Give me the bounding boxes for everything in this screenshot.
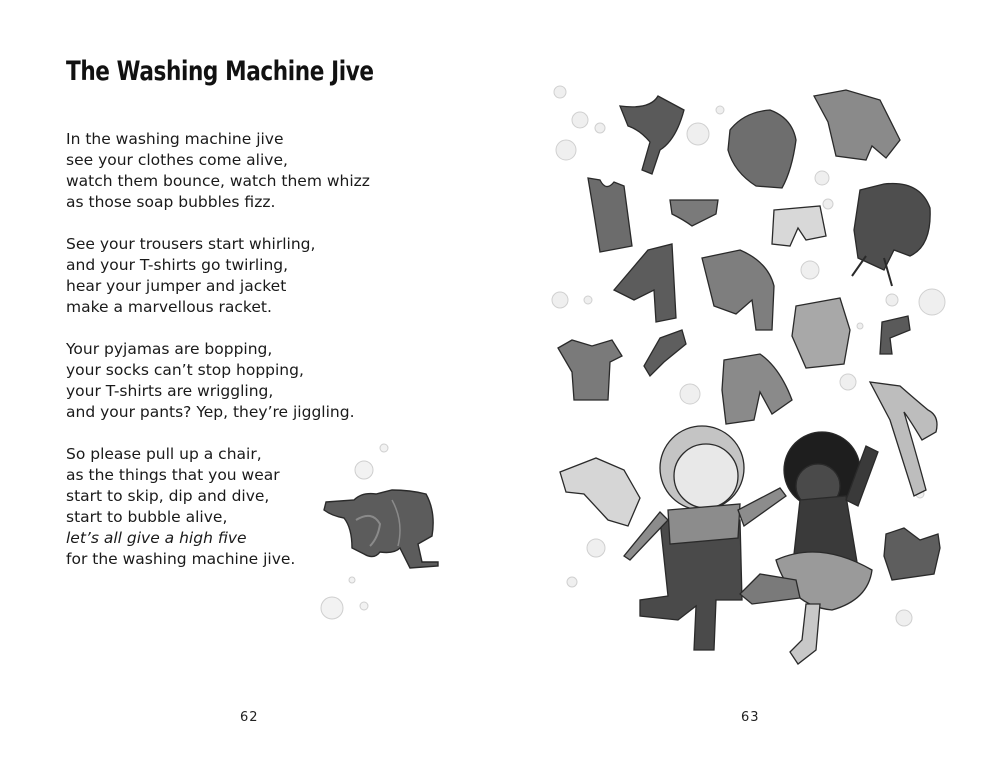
poem-line: start to skip, dip and dive,	[66, 487, 270, 505]
stanza	[66, 129, 370, 213]
jumper	[728, 110, 796, 188]
poem-line: watch them bounce, watch them whizz	[66, 172, 370, 190]
poem-line-italic: let’s all give a high five	[66, 529, 247, 547]
shorts	[772, 206, 826, 246]
poem-line: for the washing machine jive.	[66, 550, 296, 568]
poem-line: Your pyjamas are bopping,	[66, 340, 273, 358]
scarf	[620, 96, 684, 174]
poem-title: The Washing Machine Jive	[66, 56, 374, 87]
poem-line: your T-shirts are wriggling,	[66, 382, 274, 400]
poem-line: and your pants? Yep, they’re jiggling.	[66, 403, 355, 421]
long-sock	[870, 382, 937, 496]
jacket	[702, 250, 774, 330]
right-page	[500, 0, 1000, 768]
poem-line: and your T-shirts go twirling,	[66, 256, 289, 274]
page-number: 62	[240, 710, 259, 725]
poem-line: as the things that you wear	[66, 466, 280, 484]
underpants	[670, 200, 718, 226]
poem-line: hear your jumper and jacket	[66, 277, 287, 295]
poem-line: as those soap bubbles fizz.	[66, 193, 276, 211]
sock-left	[644, 330, 686, 376]
blouse	[722, 354, 792, 424]
poem-line: make a marvellous racket.	[66, 298, 272, 316]
laundry-dance-illustration	[540, 80, 960, 680]
poem-line: start to bubble alive,	[66, 508, 228, 526]
stanza	[66, 234, 370, 318]
page-number: 63	[741, 710, 760, 725]
sock-right	[880, 316, 910, 354]
cardigan	[814, 90, 900, 160]
white-jumper	[560, 458, 640, 526]
patterned-top	[792, 298, 850, 368]
vest-top	[588, 178, 632, 252]
poem-line: your socks can’t stop hopping,	[66, 361, 304, 379]
trousers	[614, 244, 676, 322]
dancing-children	[624, 426, 878, 664]
top-right	[884, 528, 940, 580]
t-shirt-left	[558, 340, 622, 400]
stanza	[66, 339, 370, 423]
poem-line: So please pull up a chair,	[66, 445, 262, 463]
poem-line: In the washing machine jive	[66, 130, 284, 148]
poem-line: see your clothes come alive,	[66, 151, 288, 169]
poem-line: See your trousers start whirling,	[66, 235, 316, 253]
flying-jumper-illustration	[310, 440, 460, 630]
jumper-shape	[324, 490, 438, 568]
